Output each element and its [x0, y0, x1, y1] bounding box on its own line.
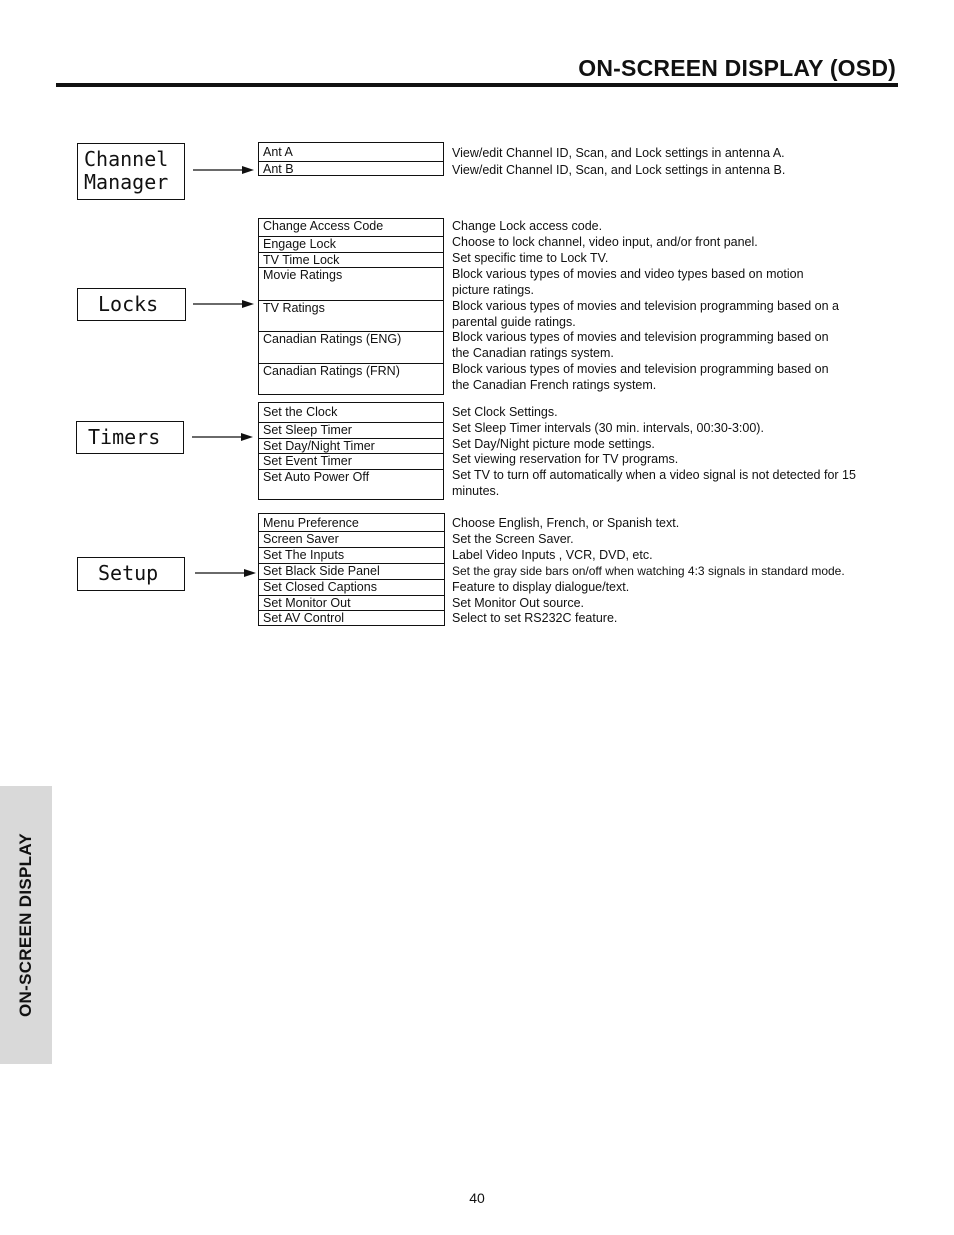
description-engage-lock: Choose to lock channel, video input, and/or front panel.: [452, 235, 758, 249]
timers-menu: [258, 402, 444, 500]
menu-item-set-auto-power-off: Set Auto Power Off: [259, 469, 443, 499]
description-ant-a: View/edit Channel ID, Scan, and Lock settings in antenna A.: [452, 146, 785, 160]
setup-box: Setup: [77, 557, 185, 591]
menu-item-set-the-inputs: Set The Inputs: [259, 547, 444, 563]
side-tab: [0, 786, 52, 1064]
locks-box: Locks: [77, 288, 186, 321]
description-set-av-control: Select to set RS232C feature.: [452, 611, 618, 625]
menu-item-set-event-timer: Set Event Timer: [259, 453, 443, 469]
menu-item-menu-preference: Menu Preference: [263, 516, 359, 530]
menu-item-set-closed-captions: Set Closed Captions: [259, 579, 444, 595]
description-movie-ratings: Block various types of movies and video types based on motion picture ratings.: [452, 267, 804, 297]
menu-item-canadian-ratings-eng: Canadian Ratings (ENG): [259, 331, 443, 363]
menu-item-engage-lock: Engage Lock: [259, 236, 443, 252]
menu-item-change-access-code: Change Access Code: [263, 219, 384, 233]
arrow-icon: [194, 566, 258, 580]
description-menu-preference: Choose English, French, or Spanish text.: [452, 516, 680, 530]
description-set-the-clock: Set Clock Settings.: [452, 405, 558, 419]
channel-manager-menu: [258, 142, 444, 176]
menu-item-set-sleep-timer: Set Sleep Timer: [259, 422, 443, 438]
page-number: 40: [469, 1190, 485, 1206]
description-set-monitor-out: Set Monitor Out source.: [452, 596, 585, 610]
menu-item-tv-ratings: TV Ratings: [259, 300, 443, 331]
description-change-access-code: Change Lock access code.: [452, 219, 603, 233]
side-tab-label: ON-SCREEN DISPLAY: [16, 833, 35, 1017]
description-ant-b: View/edit Channel ID, Scan, and Lock settings in antenna B.: [452, 163, 786, 177]
arrow-icon: [191, 430, 255, 444]
description-set-day-night-timer: Set Day/Night picture mode settings.: [452, 437, 655, 451]
description-tv-ratings: Block various types of movies and television programming based on a parental guide ratings.: [452, 299, 840, 329]
description-set-sleep-timer: Set Sleep Timer intervals (30 min. intervals, 00:30-3:00).: [452, 421, 764, 435]
menu-item-tv-time-lock: TV Time Lock: [259, 252, 443, 267]
description-set-closed-captions: Feature to display dialogue/text.: [452, 580, 630, 594]
description-tv-time-lock: Set specific time to Lock TV.: [452, 251, 609, 265]
description-set-the-inputs: Label Video Inputs , VCR, DVD, etc.: [452, 548, 653, 562]
menu-item-ant-a: Ant A: [263, 145, 293, 159]
menu-item-set-monitor-out: Set Monitor Out: [259, 595, 444, 610]
menu-item-canadian-ratings-frn: Canadian Ratings (FRN): [259, 363, 443, 394]
description-canadian-ratings-eng: Block various types of movies and television programming based on the Canadian ratings system.: [452, 330, 829, 360]
arrow-icon: [192, 163, 256, 177]
locks-menu: [258, 218, 444, 395]
menu-item-set-day-night-timer: Set Day/Night Timer: [259, 438, 443, 453]
setup-menu: [258, 513, 445, 626]
menu-item-set-av-control: Set AV Control: [259, 610, 444, 625]
description-canadian-ratings-frn: Block various types of movies and television programming based on the Canadian French ratings system.: [452, 362, 829, 392]
menu-item-screen-saver: Screen Saver: [259, 531, 444, 547]
timers-box: Timers: [76, 421, 184, 454]
arrow-icon: [192, 297, 256, 311]
channel-manager-box: Channel Manager: [77, 143, 185, 200]
description-set-black-side-panel: Set the gray side bars on/off when watching 4:3 signals in standard mode.: [452, 564, 845, 578]
description-set-auto-power-off: Set TV to turn off automatically when a video signal is not detected for 15 minutes.: [452, 468, 856, 498]
menu-item-ant-b: Ant B: [259, 161, 443, 176]
page-title: ON-SCREEN DISPLAY (OSD): [578, 55, 896, 81]
description-screen-saver: Set the Screen Saver.: [452, 532, 574, 546]
menu-item-set-the-clock: Set the Clock: [263, 405, 338, 419]
menu-item-set-black-side-panel: Set Black Side Panel: [259, 563, 444, 579]
description-set-event-timer: Set viewing reservation for TV programs.: [452, 452, 679, 466]
menu-item-movie-ratings: Movie Ratings: [259, 267, 443, 300]
header-rule: [56, 83, 898, 87]
